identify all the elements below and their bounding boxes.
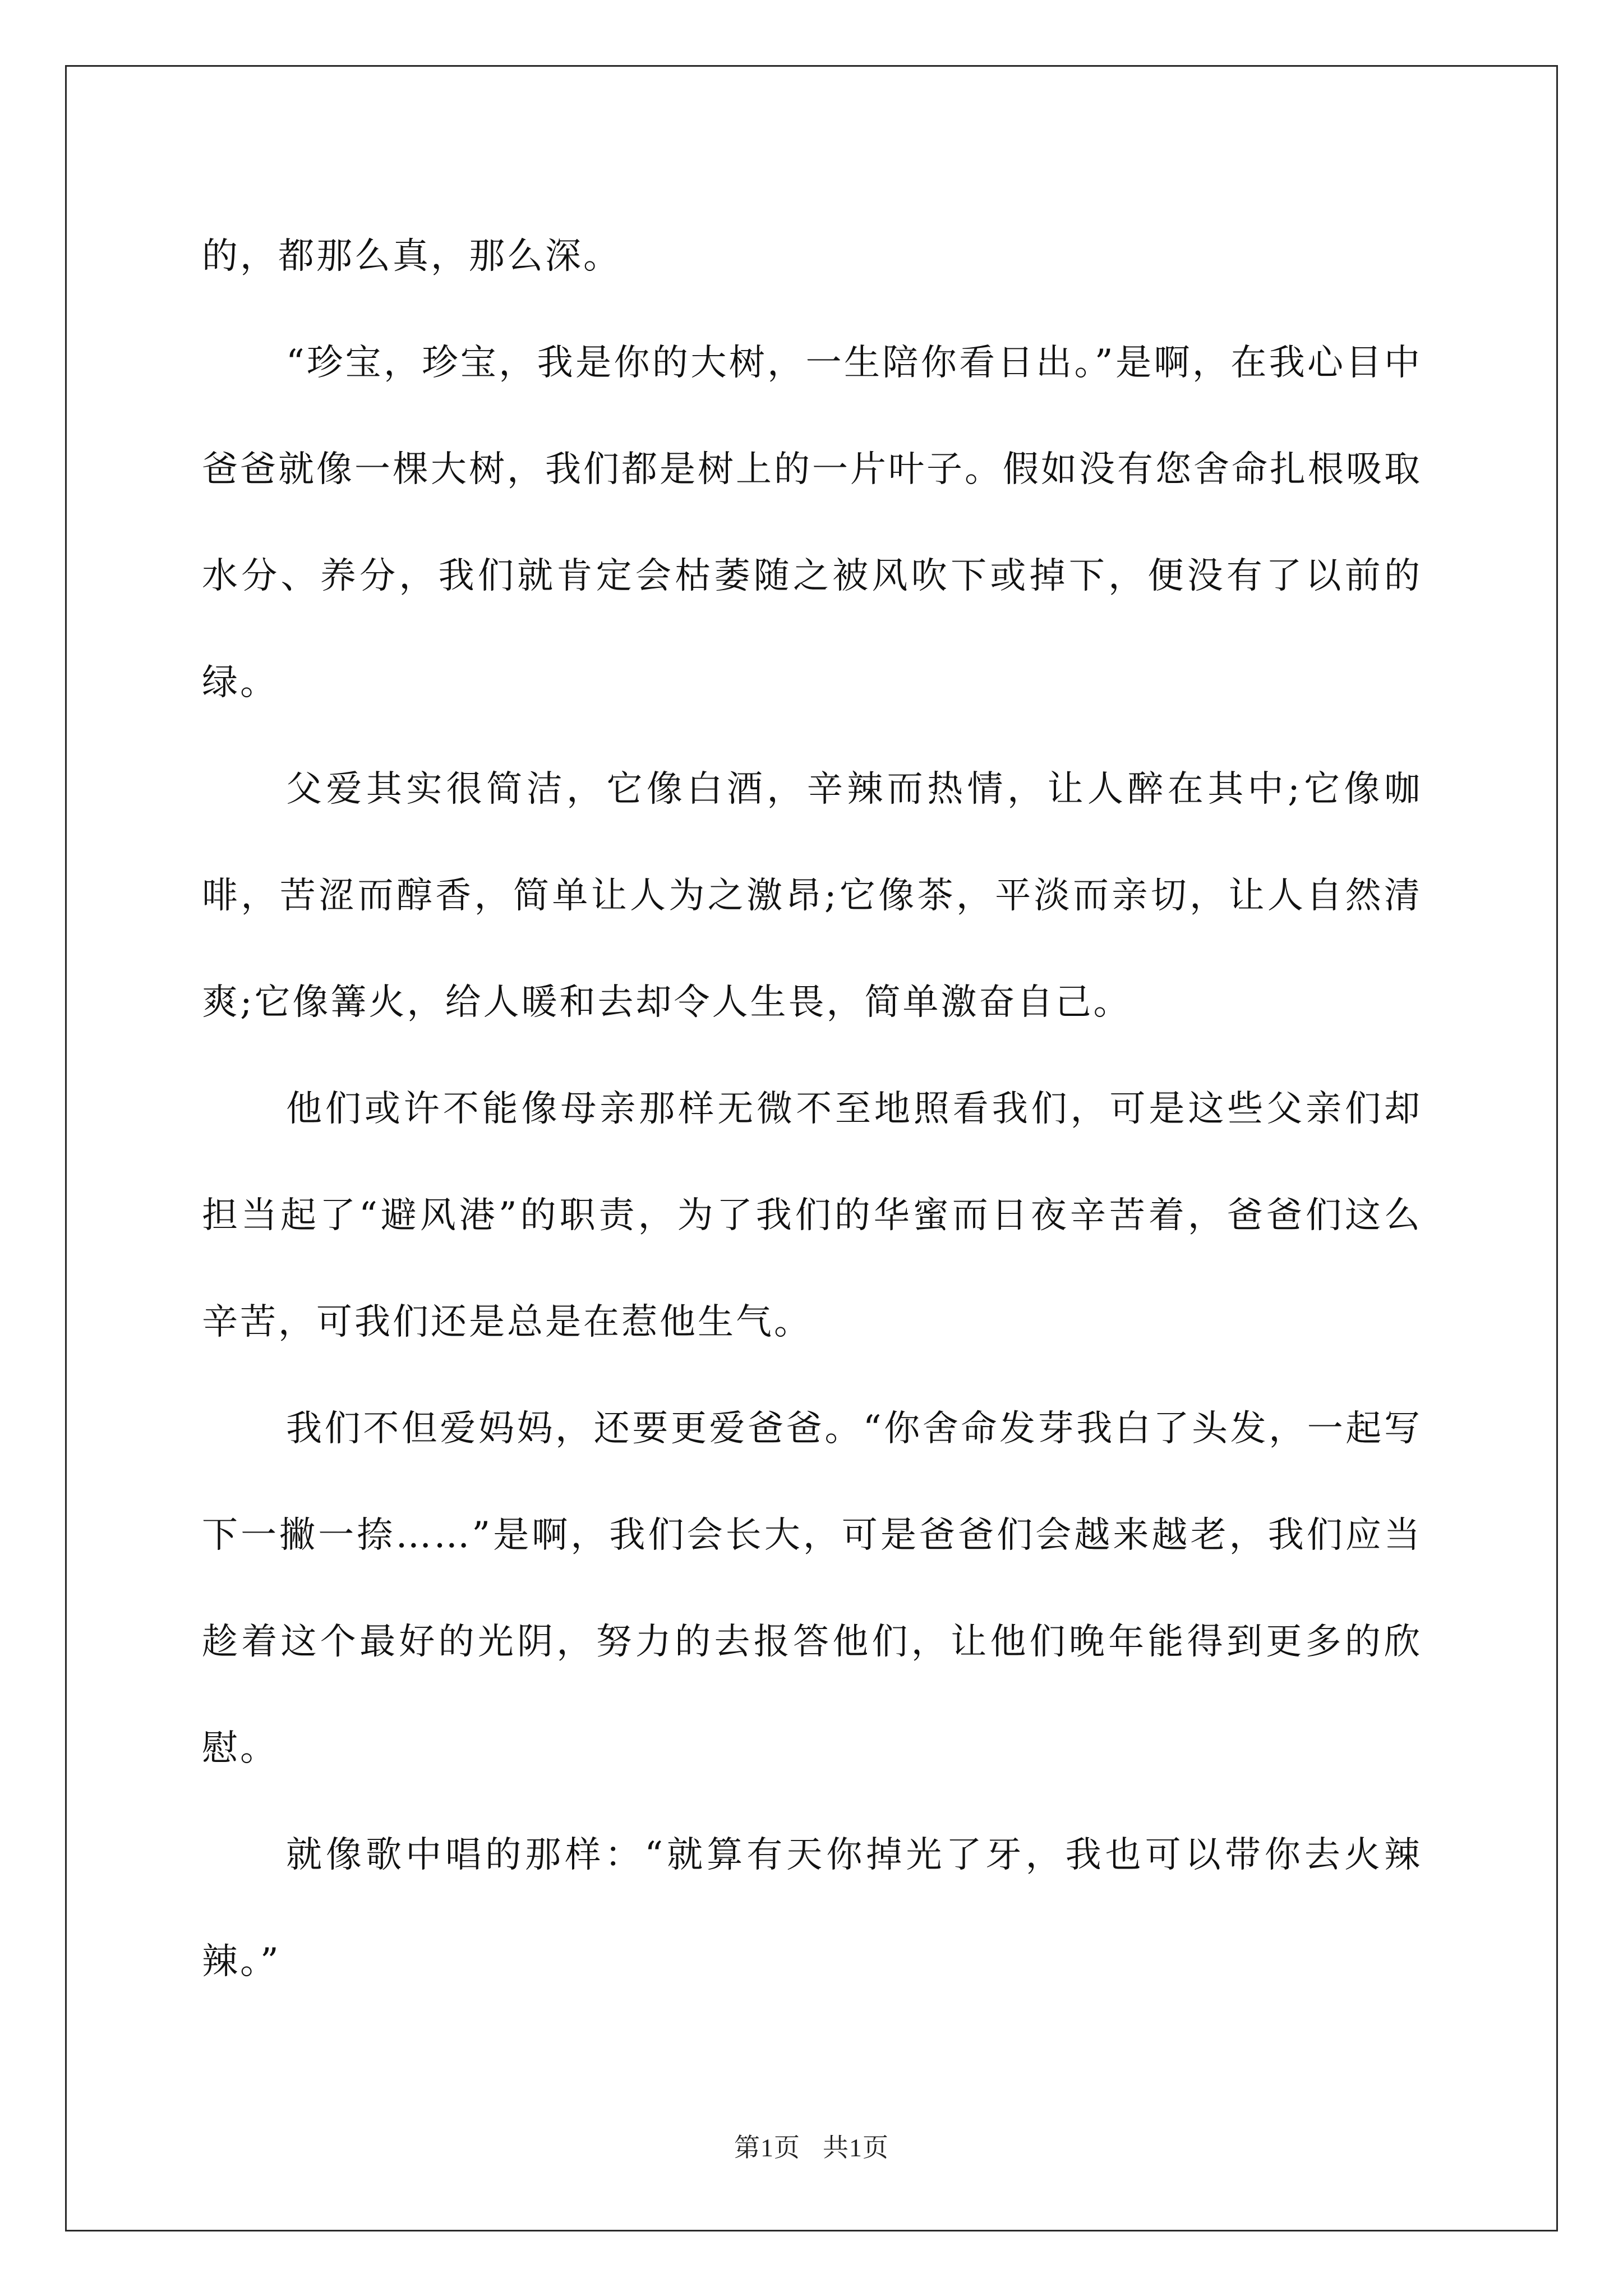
paragraph-4: 他们或许不能像母亲那样无微不至地照看我们，可是这些父亲们却担当起了“避风港”的职责，为了我们的华蜜而日夜辛苦着，爸爸们这么辛苦，可我们还是总是在惹他生气。: [202, 1088, 1422, 1343]
paragraph-6: 就像歌中唱的那样：“就算有天你掉光了牙，我也可以带你去火辣辣。”: [202, 1834, 1422, 1982]
page-total: 共1页: [823, 2133, 889, 2162]
document-body: [202, 203, 1422, 2015]
paragraph-2: “珍宝，珍宝，我是你的大树，一生陪你看日出。”是啊，在我心目中爸爸就像一棵大树，我们都是树上的一片叶子。假如没有您舍命扎根吸取水分、养分，我们就肯定会枯萎随之被风吹下或掉下，便没有了以前的绿。: [202, 342, 1422, 703]
page-number: 第1页: [734, 2133, 800, 2162]
page-footer: [0, 2127, 1623, 2164]
paragraph-3: 父爱其实很简洁，它像白酒，辛辣而热情，让人醉在其中;它像咖啡，苦涩而醇香，简单让人为之激昂;它像茶，平淡而亲切，让人自然清爽;它像篝火，给人暖和去却令人生畏，简单激奋自己。: [202, 769, 1422, 1023]
paragraph-1: 的，都那么真，那么深。: [202, 236, 621, 277]
paragraph-5: 我们不但爱妈妈，还要更爱爸爸。“你舍命发芽我白了头发，一起写下一撇一捺……”是啊，我们会长大，可是爸爸们会越来越老，我们应当趁着这个最好的光阴，努力的去报答他们，让他们晚年能得到更多的欣慰。: [202, 1408, 1422, 1769]
